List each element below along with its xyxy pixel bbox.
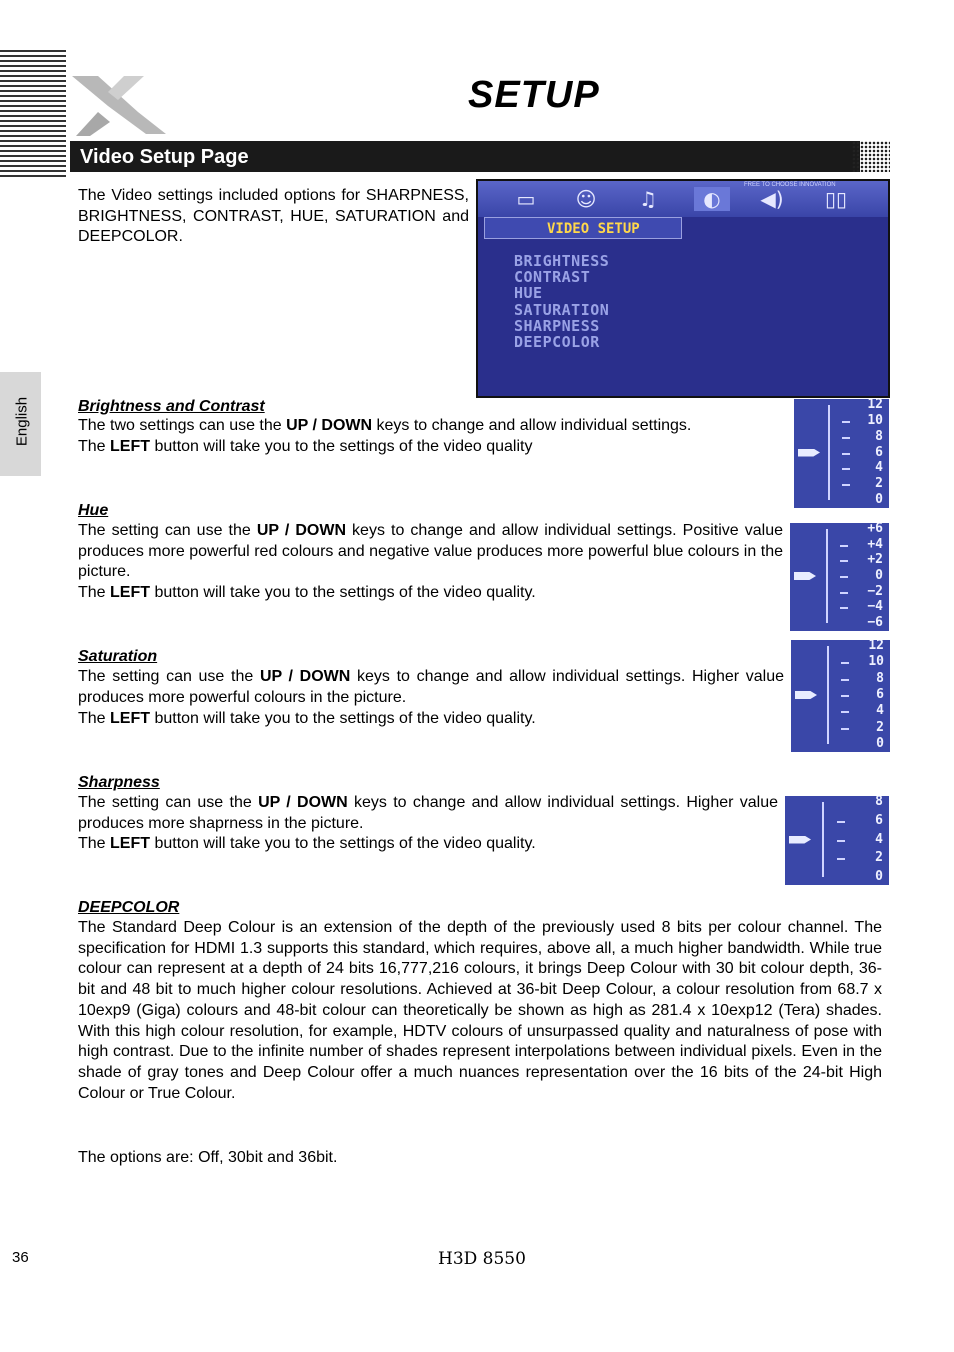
scale-tick-mark bbox=[841, 728, 849, 730]
updown-keys: UP / DOWN bbox=[259, 668, 351, 685]
scale-tick-mark bbox=[842, 437, 850, 439]
scale-pointer-icon bbox=[794, 572, 816, 580]
scale-tick-label: −2 bbox=[867, 583, 883, 599]
menu-item: HUE bbox=[514, 284, 543, 303]
text-run: keys to change and allow individual settings. bbox=[372, 417, 692, 434]
saturation-text-1 bbox=[78, 667, 784, 708]
scale-tick-label: 6 bbox=[875, 812, 883, 828]
updown-keys: UP / DOWN bbox=[286, 417, 373, 434]
scale-tick-label: 0 bbox=[875, 869, 883, 884]
scale-tick-label: 6 bbox=[876, 687, 884, 702]
scale-tick-label: 10 bbox=[867, 412, 883, 428]
scale-tick-mark bbox=[837, 821, 845, 823]
scale-pointer-icon bbox=[798, 449, 820, 457]
scale-bar bbox=[828, 405, 830, 500]
deepcolor-heading: DEEPCOLOR bbox=[78, 899, 180, 916]
scale-tick-label: 8 bbox=[876, 670, 884, 686]
scale-tick-label: 2 bbox=[876, 719, 884, 735]
scale-tick-label: 0 bbox=[875, 568, 883, 583]
user-icon: ☺ bbox=[575, 187, 597, 211]
deepcolor-text: The Standard Deep Colour is an extension of the depth of the previously used 8 bits per colour channel. The specification for HDMI 1.3 supports this standard, which requires, above all, a much higher bandwidth. While true colour can represent at a depth of 24 bits 16,777,216 colours, it brings Deep Colour with 30 bit colour depth, 36-bit and 48 bit to much higher colour resolutions. Achieved at 36-bit Deep Colour, a colour resolution from 68.7 x 10exp9 (Giga) colours and 48-bit colour can theoretically be shown as high as 281.4 x 10exp12 (Tera) shades. With this high colour resolution, for example, HDTV colours of unsurpassed quality and naturalness of pose with high contrast. Due to the infinite number of shades represent interpolations between individual pixels. Even in the shade of gray tones and Deep Colour offer a much nuances representation over the 16 bits of the 24-bit High Colour or True Colour. bbox=[78, 919, 882, 1102]
saturation-text-2 bbox=[78, 709, 784, 730]
scale-bar bbox=[822, 802, 824, 877]
scale-pointer-icon bbox=[789, 836, 811, 844]
video-setup-tab: VIDEO SETUP bbox=[484, 217, 682, 239]
sharpness-heading: Sharpness bbox=[78, 774, 160, 791]
scale-tick-label: +4 bbox=[867, 536, 883, 552]
scale-pointer-icon bbox=[795, 691, 817, 699]
monitor-icon: ▭ bbox=[516, 187, 536, 211]
left-key: LEFT bbox=[110, 710, 151, 727]
banner-dots bbox=[852, 141, 890, 172]
menu-item: SATURATION bbox=[514, 300, 610, 319]
scale-tick-label: +6 bbox=[867, 523, 883, 536]
scale-tick-mark bbox=[840, 576, 848, 578]
text-run: The setting can use the bbox=[78, 794, 259, 811]
saturation-heading: Saturation bbox=[78, 648, 158, 665]
text-run: button will take you to the settings of the video quality bbox=[150, 437, 533, 455]
scale-tick-label: 4 bbox=[876, 703, 884, 719]
header-stripes bbox=[0, 50, 66, 180]
scale-bar bbox=[826, 529, 828, 623]
scale-tick-label: 4 bbox=[875, 831, 883, 847]
menu-item: SHARPNESS bbox=[514, 316, 600, 335]
scale-tick-label: 0 bbox=[876, 736, 884, 751]
scale-tick-label: 10 bbox=[868, 654, 884, 670]
sharpness-text-1 bbox=[78, 793, 778, 834]
menu-item: CONTRAST bbox=[514, 268, 591, 287]
section-banner: Video Setup Page bbox=[70, 141, 860, 172]
scale-tick-label: 8 bbox=[875, 428, 883, 444]
text-run: button will take you to the settings of the video quality. bbox=[150, 835, 536, 852]
intro-text: The Video settings included options for SHARPNESS, BRIGHTNESS, CONTRAST, HUE, SATURATION and DEEPCOLOR. bbox=[78, 187, 469, 246]
hue-text-2 bbox=[78, 583, 783, 604]
speaker-icon: ◀) bbox=[760, 187, 784, 211]
hue-text-1 bbox=[78, 521, 783, 583]
scale-tick-label: +2 bbox=[867, 552, 883, 568]
scale-tick-label: 12 bbox=[868, 640, 884, 653]
deepcolor-options: The options are: Off, 30bit and 36bit. bbox=[78, 1149, 338, 1166]
saturation-scale bbox=[791, 640, 890, 752]
scale-bar bbox=[827, 646, 829, 744]
left-key: LEFT bbox=[110, 437, 151, 455]
text-run: The bbox=[78, 437, 111, 455]
scale-tick-label: −6 bbox=[867, 615, 883, 630]
scale-tick-mark bbox=[840, 607, 848, 609]
scale-tick-label: 4 bbox=[875, 460, 883, 476]
scale-tick-mark bbox=[842, 421, 850, 423]
scale-tick-mark bbox=[840, 592, 848, 594]
video-setup-screenshot bbox=[476, 179, 890, 398]
page-title: SETUP bbox=[468, 74, 600, 116]
scale-tick-mark bbox=[837, 858, 845, 860]
scale-tick-label: 2 bbox=[875, 850, 883, 866]
scale-tick-mark bbox=[841, 711, 849, 713]
hue-scale bbox=[790, 523, 889, 631]
page-number: 36 bbox=[12, 1249, 29, 1266]
updown-keys: UP / DOWN bbox=[258, 794, 348, 811]
sharpness-scale bbox=[785, 796, 889, 885]
left-key: LEFT bbox=[110, 835, 151, 852]
scale-tick-mark bbox=[841, 695, 849, 697]
text-run: keys to change and allow individual settings. Positive value produces more powerful red colours and negative value produces more powerful blue colours in the picture. bbox=[78, 522, 783, 581]
scale-tick-label: 8 bbox=[875, 796, 883, 809]
menu-item: BRIGHTNESS bbox=[514, 252, 610, 270]
brightness-scale bbox=[794, 399, 889, 508]
scale-tick-label: 12 bbox=[867, 399, 883, 412]
screen-icon-bar bbox=[478, 181, 888, 217]
scale-tick-mark bbox=[842, 468, 850, 470]
text-run: The two settings can use the bbox=[78, 417, 287, 434]
text-run: keys to change and allow individual settings. Higher value produces more powerful colours in the picture. bbox=[78, 668, 785, 706]
sharpness-text-2 bbox=[78, 834, 778, 855]
dolby-icon: ▯▯ bbox=[824, 187, 847, 211]
brightness-heading: Brightness and Contrast bbox=[78, 398, 265, 415]
scale-tick-mark bbox=[840, 545, 848, 547]
screen-menu-list bbox=[514, 253, 609, 350]
updown-keys: UP / DOWN bbox=[256, 522, 346, 539]
scale-tick-label: 6 bbox=[875, 444, 883, 460]
scale-tick-mark bbox=[837, 840, 845, 842]
left-key: LEFT bbox=[110, 584, 151, 601]
hue-heading: Hue bbox=[78, 502, 109, 519]
text-run: button will take you to the settings of the video quality. bbox=[150, 710, 536, 727]
text-run: The bbox=[78, 584, 111, 601]
music-icon: ♫ bbox=[639, 187, 657, 211]
text-run: The bbox=[78, 835, 111, 852]
scale-tick-label: 0 bbox=[875, 492, 883, 507]
scale-tick-mark bbox=[840, 560, 848, 562]
video-icon: ◐ bbox=[694, 187, 730, 211]
scale-tick-mark bbox=[842, 453, 850, 455]
scale-tick-label: −4 bbox=[867, 599, 883, 615]
text-run: keys to change and allow individual settings. Higher value produces more shaprness in the picture. bbox=[78, 794, 779, 832]
scale-tick-mark bbox=[842, 484, 850, 486]
brand-logo-icon bbox=[68, 72, 168, 138]
language-tab-label: English bbox=[13, 396, 31, 447]
scale-tick-label: 2 bbox=[875, 476, 883, 492]
menu-item: DEEPCOLOR bbox=[514, 333, 600, 352]
model-name: H3D 8550 bbox=[438, 1249, 526, 1269]
text-run: The setting can use the bbox=[78, 522, 257, 539]
brightness-text bbox=[78, 416, 790, 457]
scale-tick-mark bbox=[841, 679, 849, 681]
text-run: The setting can use the bbox=[78, 668, 260, 685]
screen-tagline: FREE TO CHOOSE INNOVATION bbox=[744, 182, 836, 188]
text-run: The bbox=[78, 710, 111, 727]
scale-tick-mark bbox=[841, 662, 849, 664]
text-run: button will take you to the settings of the video quality. bbox=[150, 584, 536, 601]
